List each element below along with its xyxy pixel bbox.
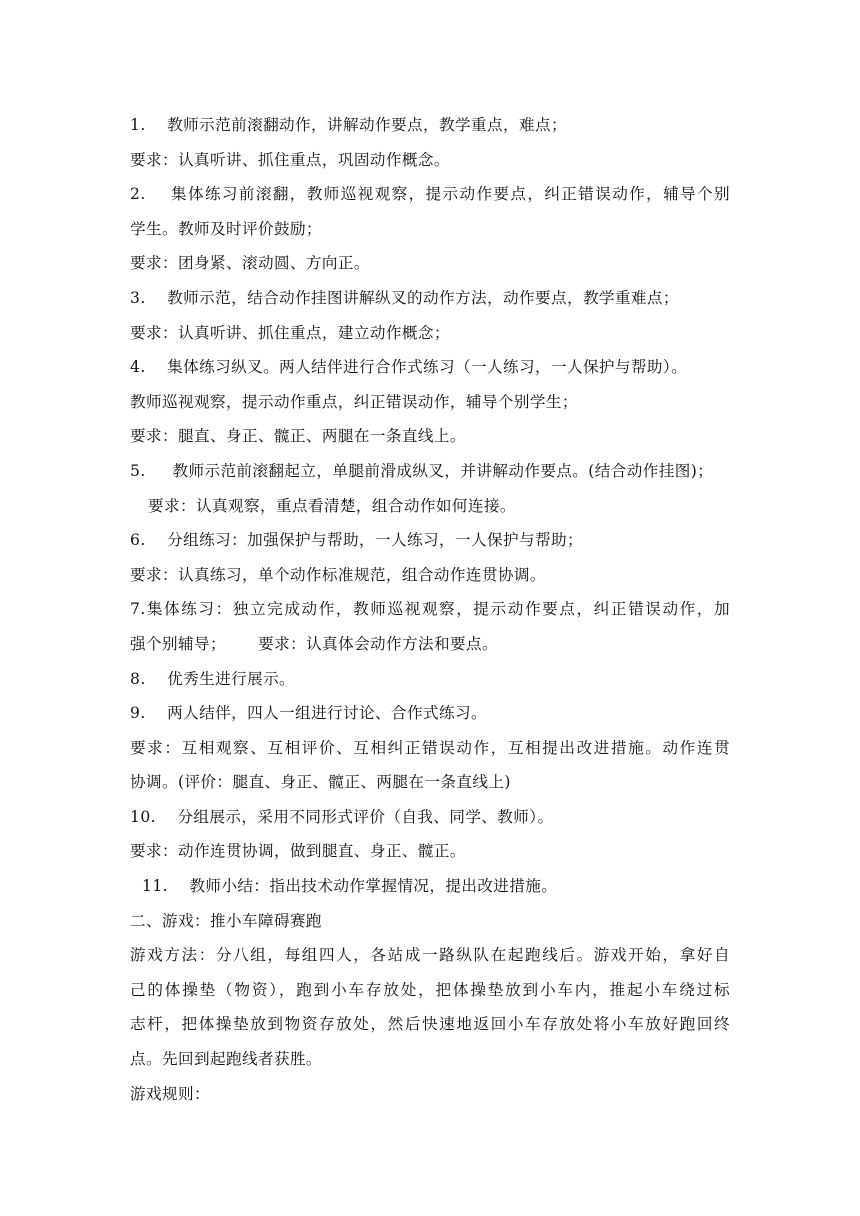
step-11-text: 11. 教师小结：指出技术动作掌握情况，提出改进措施。: [142, 877, 558, 896]
step-7-text: 7.集体练习：独立完成动作，教师巡视观察，提示动作要点，纠正错误动作，加: [130, 600, 730, 619]
game-method-line-4: 点。先回到起跑线者获胜。: [130, 1050, 322, 1069]
step-9-text: 9. 两人结伴，四人一组进行讨论、合作式练习。: [130, 704, 487, 723]
step-2-text-continued: 学生。教师及时评价鼓励；: [130, 219, 322, 238]
step-2-requirement: 要求：团身紧、滚动圆、方向正。: [130, 254, 370, 273]
game-method-line-2: 己的体操垫（物资），跑到小车存放处，把体操垫放到小车内，推起小车绕过标: [130, 980, 730, 999]
step-1-text: 1. 教师示范前滚翻动作，讲解动作要点，教学重点，难点；: [130, 116, 567, 134]
game-method-line-1: 游戏方法：分八组，每组四人，各站成一路纵队在起跑线后。游戏开始，拿好自: [130, 946, 730, 965]
step-6-text: 6. 分组练习：加强保护与帮助，一人练习，一人保护与帮助；: [130, 531, 583, 550]
step-1-requirement: 要求：认真听讲、抓住重点，巩固动作概念。: [130, 150, 450, 169]
game-rules-heading: 游戏规则：: [130, 1084, 210, 1103]
step-5-requirement: 要求：认真观察，重点看清楚，组合动作如何连接。: [148, 496, 516, 515]
step-9-requirement-continued: 协调。(评价：腿直、身正、髋正、两腿在一条直线上): [130, 773, 511, 792]
step-10-text: 10. 分组展示，采用不同形式评价（自我、同学、教师）。: [130, 807, 554, 826]
step-2-text: 2. 集体练习前滚翻，教师巡视观察，提示动作要点，纠正错误动作，辅导个别: [130, 185, 730, 204]
step-6-requirement: 要求：认真练习，单个动作标准规范，组合动作连贯协调。: [130, 565, 546, 584]
step-4-requirement: 要求：腿直、身正、髋正、两腿在一条直线上。: [130, 427, 466, 446]
game-method-line-3: 志杆，把体操垫放到物资存放处，然后快速地返回小车存放处将小车放好跑回终: [130, 1015, 730, 1034]
step-5-text: 5. 教师示范前滚翻起立，单腿前滑成纵叉，并讲解动作要点。(结合动作挂图)；: [130, 461, 714, 480]
step-9-requirement: 要求：互相观察、互相评价、互相纠正错误动作，互相提出改进措施。动作连贯: [130, 738, 730, 757]
step-8-text: 8. 优秀生进行展示。: [130, 669, 296, 688]
section-heading-game: 二、游戏：推小车障碍赛跑: [130, 911, 322, 930]
document-body: [130, 108, 730, 1111]
step-4-text-continued: 教师巡视观察，提示动作重点，纠正错误动作，辅导个别学生；: [130, 392, 578, 411]
step-10-requirement: 要求：动作连贯协调，做到腿直、身正、髋正。: [130, 842, 466, 861]
step-3-text: 3. 教师示范，结合动作挂图讲解纵叉的动作方法，动作要点，教学重难点；: [130, 288, 679, 307]
step-7-text-continued: 强个别辅导； 要求：认真体会动作方法和要点。: [130, 634, 499, 653]
step-3-requirement: 要求：认真听讲、抓住重点，建立动作概念；: [130, 323, 450, 342]
step-4-text: 4. 集体练习纵叉。两人结伴进行合作式练习（一人练习，一人保护与帮助）。: [130, 358, 688, 377]
